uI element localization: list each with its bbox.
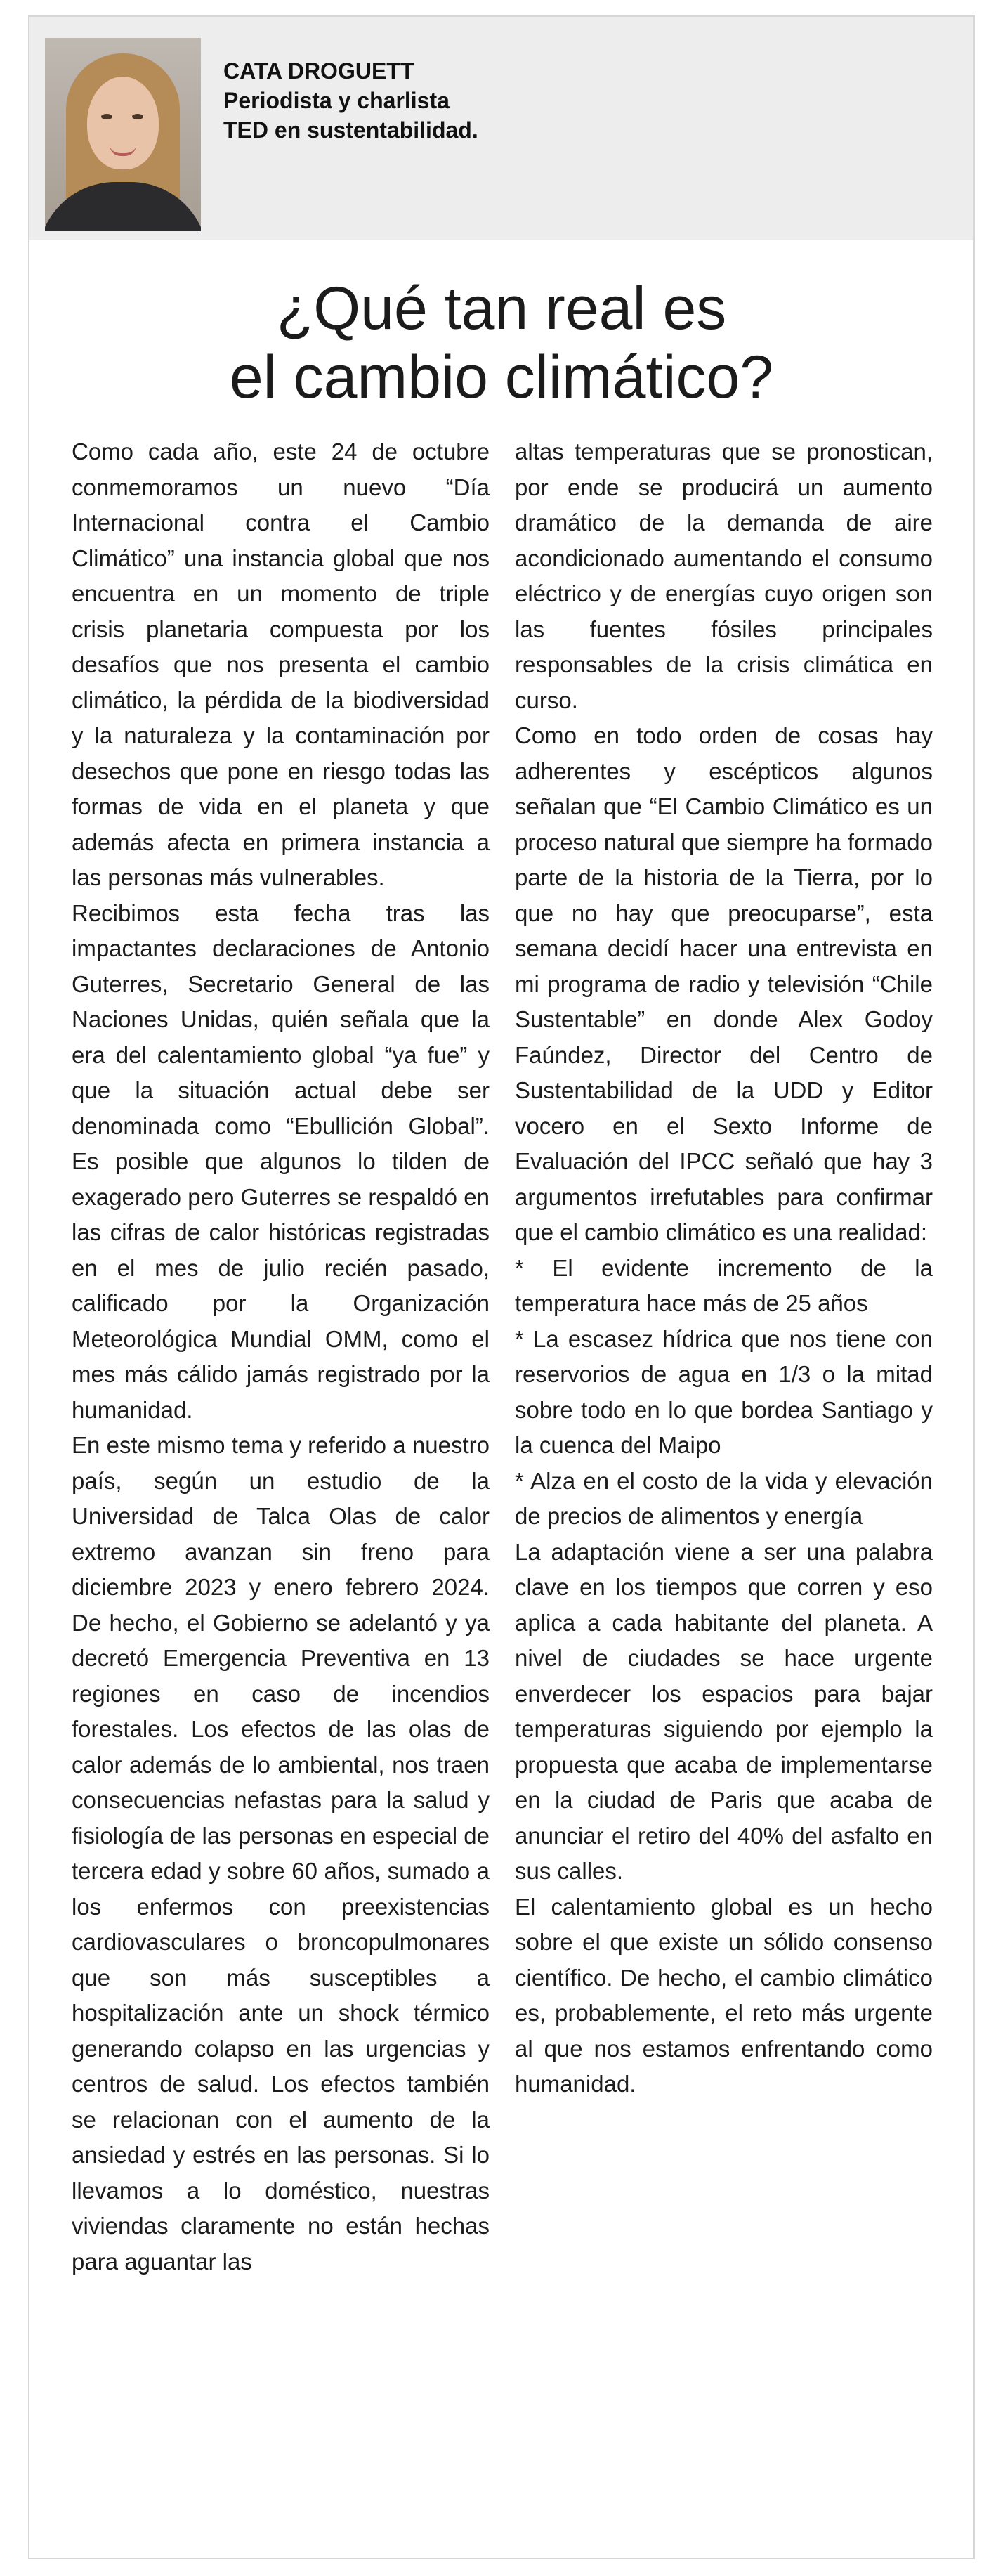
paragraph: El calentamiento global es un hecho sobre el que existe un sólido consenso científico. De hecho, el cambio climático es, probablemente, el reto más urgente al que nos estamos enfrentando como humanidad. xyxy=(515,1893,933,2097)
paragraph: altas temperaturas que se pronostican, por ende se producirá un aumento dramático de la demanda de aire acondicionado aumentando el consumo eléctrico y de energías cuyo origen son las fuentes fósiles principales responsables de la crisis climática en curso. xyxy=(515,438,933,713)
author-name: CATA DROGUETT xyxy=(223,58,414,84)
paragraph: La adaptación viene a ser una palabra clave en los tiempos que corren y eso aplica a cada habitante del planeta. A nivel de ciudades se hace urgente enverdecer los espacios para bajar temperaturas siguiendo por ejemplo la propuesta que acaba de implementarse en la ciudad de Paris que acaba de anunciar el retiro del 40% del asfalto en sus calles. xyxy=(515,1538,933,1884)
author-role-line1: Periodista y charlista xyxy=(223,88,450,113)
bullet-item: * El evidente incremento de la temperatura hace más de 25 años xyxy=(515,1254,933,1316)
author-role-line2: TED en sustentabilidad. xyxy=(223,117,478,143)
bullet-item: * Alza en el costo de la vida y elevación de precios de alimentos y energía xyxy=(515,1467,933,1529)
paragraph: Como cada año, este 24 de octubre conmemoramos un nuevo “Día Internacional contra el Cambio Climático” una instancia global que nos encuentra en un momento de triple crisis planetaria compuesta por los desafíos que nos presenta el cambio climático, la pérdida de la biodiversidad y la naturaleza y la contaminación por desechos que pone en riesgo todas las formas de vida en el planeta y que además afecta en primera instancia a las personas más vulnerables. xyxy=(72,438,490,890)
author-photo xyxy=(45,38,201,231)
headline-line1: ¿Qué tan real es xyxy=(276,275,727,342)
paragraph: Como en todo orden de cosas hay adherentes y escépticos algunos señalan que “El Cambio Climático es un proceso natural que siempre ha formado parte de la historia de la Tierra, por lo que no hay que preocuparse”, esta semana decidí hacer una entrevista en mi programa de radio y televisión “Chile Sustentable” en donde Alex Godoy Faúndez, Director del Centro de Sustentabilidad de la UDD y Editor vocero en el Sexto Informe de Evaluación del IPCC señaló que hay 3 argumentos irrefutables para confirmar que el cambio climático es una realidad: xyxy=(515,722,933,1245)
bullet-item: * La escasez hídrica que nos tiene con reservorios de agua en 1/3 o la mitad sobre todo en lo que bordea Santiago y la cuenca del Maipo xyxy=(515,1325,933,1458)
author-byline xyxy=(223,56,715,145)
body-column-right xyxy=(515,434,933,2279)
paragraph: En este mismo tema y referido a nuestro país, según un estudio de la Universidad de Talca Olas de calor extremo avanzan sin freno para diciembre 2023 y enero febrero 2024. De hecho, el Gobierno se adelantó y ya decretó Emergencia Preventiva en 13 regiones en caso de incendios forestales. Los efectos de las olas de calor además de lo ambiental, nos traen consecuencias nefastas para la salud y fisiología de las personas en especial de tercera edad y sobre 60 años, sumado a los enfermos con preexistencias cardiovasculares o broncopulmonares que son más susceptibles a hospitalización ante un shock térmico generando colapso en las urgencias y centros de salud. Los efectos también se relacionan con el aumento de la ansiedad y estrés en las personas. Si lo llevamos a lo doméstico, nuestras viviendas claramente no están hechas para aguantar las xyxy=(72,1432,490,2275)
headline-line2: el cambio climático? xyxy=(229,344,774,411)
paragraph: Recibimos esta fecha tras las impactantes declaraciones de Antonio Guterres, Secretario General de las Naciones Unidas, quién señala que la era del calentamiento global “ya fue” y que la situación actual debe ser denominada como “Ebullición Global”. Es posible que algunos lo tilden de exagerado pero Guterres se respaldó en las cifras de calor históricas registradas en el mes de julio recién pasado, calificado por la Organización Meteorológica Mundial OMM, como el mes más cálido jamás registrado por la humanidad. xyxy=(72,899,490,1423)
article-headline xyxy=(29,274,973,412)
author-header xyxy=(29,17,973,240)
article-page xyxy=(28,15,975,2559)
body-column-left xyxy=(72,434,490,2279)
article-body xyxy=(72,434,933,2279)
